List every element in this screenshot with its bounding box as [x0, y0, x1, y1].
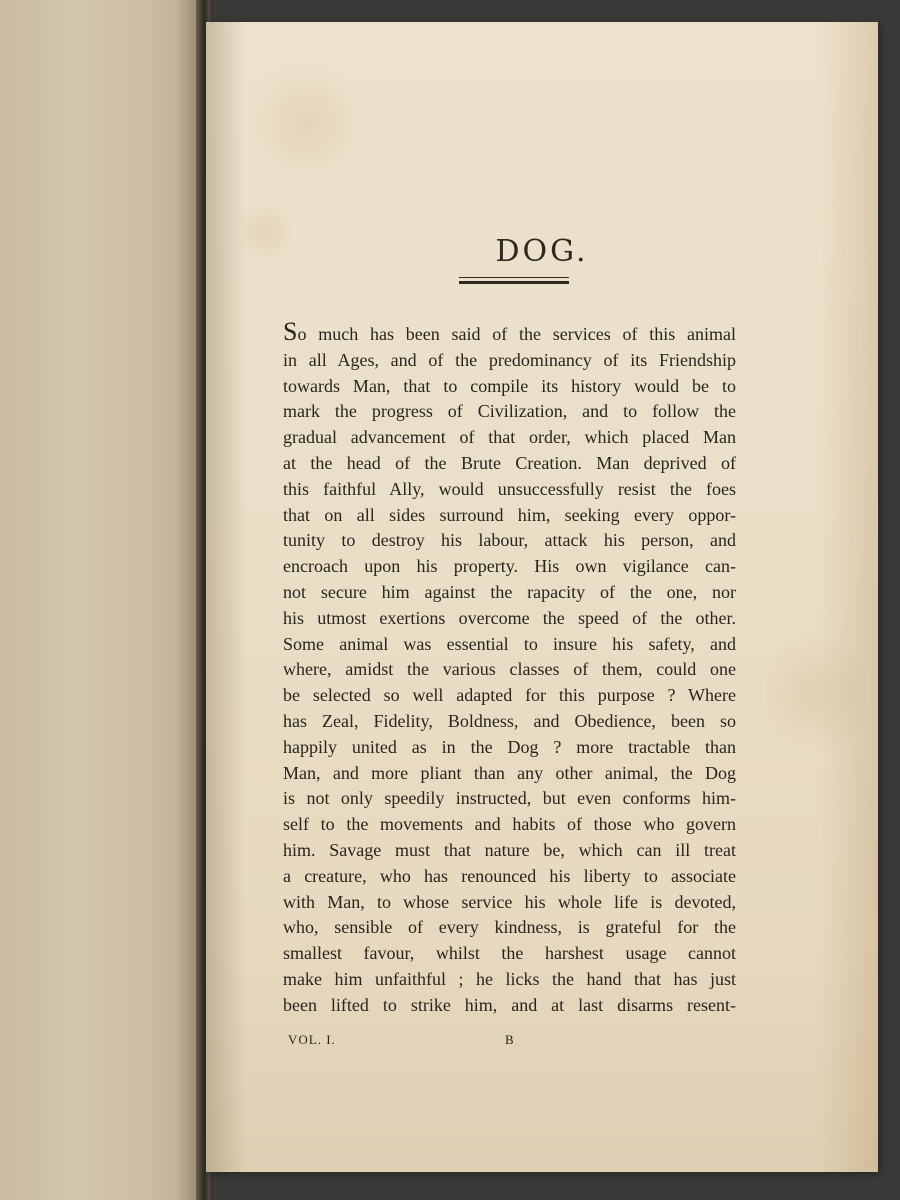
text-line: a creature, who has renounced his liberty to associate	[283, 865, 736, 886]
text-line: mark the progress of Civilization, and to follow the	[283, 401, 736, 422]
text-line: self to the movements and habits of those who govern	[283, 814, 736, 835]
text-line: happily united as in the Dog ? more tractable than	[283, 736, 736, 757]
text-line: gradual advancement of that order, which placed Man	[283, 427, 736, 448]
volume-number: VOL. I.	[288, 1032, 336, 1047]
text-line: with Man, to whose service his whole life is devoted,	[283, 891, 736, 912]
text-line: Some animal was essential to insure his safety, and	[283, 633, 736, 654]
text-line: at the head of the Brute Creation. Man deprived of	[283, 452, 736, 473]
text-line: make him unfaithful ; he licks the hand that has just	[283, 968, 736, 989]
text-line: this faithful Ally, would unsuccessfully resist the foes	[283, 478, 736, 499]
heading-rule-thick	[459, 281, 569, 284]
text-line: not secure him against the rapacity of the one, nor	[283, 581, 736, 602]
text-line: where, amidst the various classes of them, could one	[283, 659, 736, 680]
text-line: who, sensible of every kindness, is grateful for the	[283, 917, 736, 938]
text-line: his utmost exertions overcome the speed of the other.	[283, 607, 736, 628]
text-line: in all Ages, and of the predominancy of its Friendship	[283, 349, 736, 370]
right-page	[206, 22, 878, 1172]
heading-rule-thin	[459, 277, 569, 278]
text-line: tunity to destroy his labour, attack his person, and	[283, 530, 736, 551]
chapter-heading: DOG.	[495, 234, 589, 269]
text-line: has Zeal, Fidelity, Boldness, and Obedience, been so	[283, 710, 736, 731]
drop-cap: S	[283, 317, 298, 346]
text-line: be selected so well adapted for this purpose ? Where	[283, 685, 736, 706]
signature-mark: B	[505, 1032, 515, 1047]
paper-stain	[766, 622, 866, 762]
text-line: towards Man, that to compile its history would be to	[283, 375, 736, 396]
text-line: that on all sides surround him, seeking every oppor-	[283, 504, 736, 525]
text-line: So much has been said of the services of this animal	[283, 317, 736, 346]
paper-stain	[246, 62, 366, 182]
text-line: smallest favour, whilst the harshest usage cannot	[283, 943, 736, 964]
text-line: been lifted to strike him, and at last disarms resent-	[283, 994, 736, 1015]
left-page	[0, 0, 206, 1200]
text-line: is not only speedily instructed, but even conforms him-	[283, 788, 736, 809]
text-line: him. Savage must that nature be, which can ill treat	[283, 839, 736, 860]
text-line: encroach upon his property. His own vigilance can-	[283, 556, 736, 577]
body-paragraph	[283, 317, 736, 1019]
text-line: Man, and more pliant than any other animal, the Dog	[283, 762, 736, 783]
